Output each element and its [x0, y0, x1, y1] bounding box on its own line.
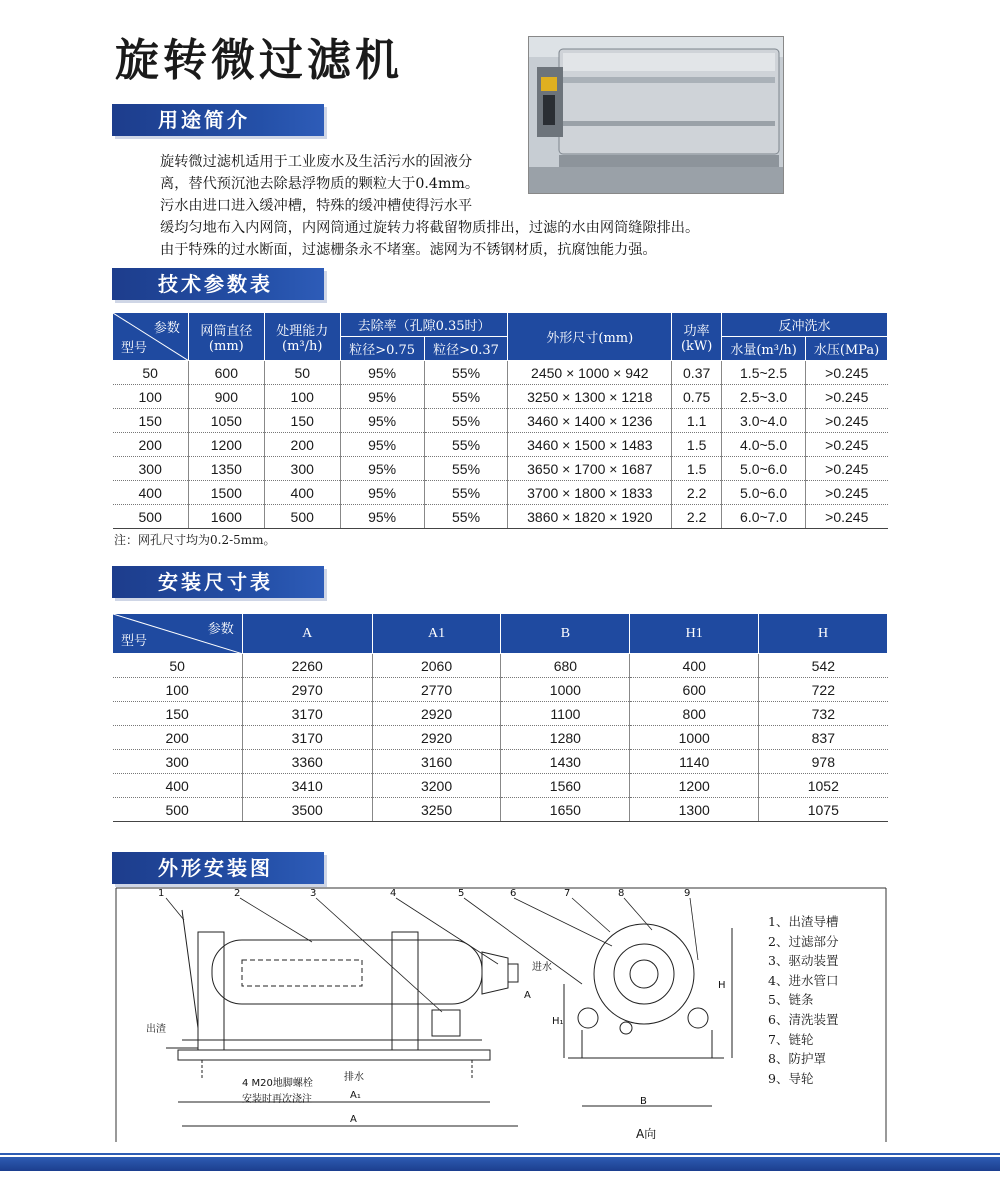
table-cell: 4.0~5.0 [722, 433, 806, 457]
corner-param-label: 参数 [207, 621, 234, 636]
tech-corner-header [113, 313, 189, 361]
legend-item: 8、防护罩 [768, 1051, 826, 1067]
table-cell: >0.245 [806, 361, 888, 385]
legend-item: 6、清洗装置 [768, 1011, 839, 1027]
table-cell: 6.0~7.0 [722, 505, 806, 529]
table-cell: 3460 × 1400 × 1236 [508, 409, 672, 433]
inlet-label: 进水 [532, 962, 552, 973]
dim-h-label: H [718, 980, 726, 991]
install-table-row [113, 750, 888, 774]
header-removal: 去除率（孔隙0.35时） [340, 313, 508, 337]
callout-5: 5 [458, 888, 465, 899]
tech-parameter-table [112, 312, 888, 529]
dim-b-label: B [640, 1096, 647, 1107]
corner-param-label: 参数 [153, 321, 180, 336]
table-cell: 95% [340, 505, 424, 529]
table-cell: 3200 [372, 774, 501, 798]
table-cell: 2.5~3.0 [722, 385, 806, 409]
table-cell: 1350 [188, 457, 264, 481]
table-cell: 400 [113, 774, 243, 798]
table-cell: 55% [424, 409, 508, 433]
callout-6: 6 [510, 888, 517, 899]
table-cell: 150 [113, 702, 243, 726]
table-cell: 50 [113, 654, 243, 678]
table-cell: 2.2 [672, 481, 722, 505]
table-cell: 722 [759, 678, 888, 702]
footer-bar [0, 1157, 1000, 1171]
table-cell: 100 [264, 385, 340, 409]
a-direction-label: A [524, 990, 531, 1001]
callout-2: 2 [234, 888, 241, 899]
table-cell: 400 [264, 481, 340, 505]
table-note: 注：网孔尺寸均为0.2-5mm。 [114, 533, 276, 547]
table-cell: 1600 [188, 505, 264, 529]
corner-model-label: 型号 [121, 341, 148, 356]
table-cell: 400 [113, 481, 189, 505]
tech-table-row [113, 481, 888, 505]
footer-line [0, 1153, 1000, 1155]
table-cell: 3410 [242, 774, 372, 798]
table-cell: 1075 [759, 798, 888, 822]
table-cell: 2770 [372, 678, 501, 702]
leader-lines [166, 898, 698, 1012]
table-cell: 1.5 [672, 457, 722, 481]
table-cell: 1.5~2.5 [722, 361, 806, 385]
table-cell: 300 [113, 750, 243, 774]
table-cell: 500 [113, 505, 189, 529]
legend-item: 9、导轮 [768, 1070, 814, 1086]
table-cell: 1.1 [672, 409, 722, 433]
legend-item: 7、链轮 [768, 1031, 814, 1047]
header-dimensions: 外形尺寸(mm) [508, 313, 672, 361]
table-cell: >0.245 [806, 433, 888, 457]
table-cell: 300 [113, 457, 189, 481]
header-backwash: 反冲洗水 [722, 313, 888, 337]
table-cell: 1650 [501, 798, 630, 822]
table-cell: 100 [113, 678, 243, 702]
intro-line-2: 离，替代预沉池去除悬浮物质的颗粒大于0.4mm。 [160, 176, 480, 192]
callout-1: 1 [158, 888, 165, 899]
table-cell: 3250 × 1300 × 1218 [508, 385, 672, 409]
corner-model-label: 型号 [121, 633, 148, 648]
table-cell: 680 [501, 654, 630, 678]
table-cell: 1000 [630, 726, 759, 750]
table-cell: 95% [340, 481, 424, 505]
table-cell: 3.0~4.0 [722, 409, 806, 433]
table-cell: 1052 [759, 774, 888, 798]
table-cell: 900 [188, 385, 264, 409]
table-cell: 3700 × 1800 × 1833 [508, 481, 672, 505]
table-cell: 200 [113, 726, 243, 750]
table-cell: 2450 × 1000 × 942 [508, 361, 672, 385]
header-capacity: 处理能力 (m³/h) [264, 313, 340, 361]
intro-line-3: 污水由进口进入缓冲槽，特殊的缓冲槽使得污水平 [160, 198, 473, 214]
drawing-legend [768, 912, 838, 1088]
table-cell: 800 [630, 702, 759, 726]
table-cell: 500 [264, 505, 340, 529]
table-cell: 95% [340, 385, 424, 409]
header-a: A [242, 614, 372, 654]
legend-item: 3、驱动装置 [768, 953, 839, 969]
pour-label: 安装时再次浇注 [242, 1094, 312, 1105]
table-cell: 3460 × 1500 × 1483 [508, 433, 672, 457]
table-cell: 1300 [630, 798, 759, 822]
table-cell: 2060 [372, 654, 501, 678]
anchor-bolt-label: 4 M20地脚螺栓 [242, 1078, 313, 1089]
table-cell: >0.245 [806, 481, 888, 505]
dim-a-label: A [350, 1114, 357, 1125]
table-cell: 50 [264, 361, 340, 385]
header-water-amount: 水量(m³/h) [722, 337, 806, 361]
table-cell: 200 [113, 433, 189, 457]
tech-table-row [113, 385, 888, 409]
table-cell: 55% [424, 457, 508, 481]
outlet-label: 出渣 [146, 1024, 166, 1035]
tech-table-row [113, 457, 888, 481]
page-title: 旋转微过滤机 [115, 35, 403, 86]
table-cell: 1560 [501, 774, 630, 798]
table-cell: 3170 [242, 702, 372, 726]
section-drawing-header: 外形安装图 [112, 852, 324, 884]
table-cell: 200 [264, 433, 340, 457]
table-cell: 837 [759, 726, 888, 750]
table-cell: 1000 [501, 678, 630, 702]
drain-label: 排水 [344, 1072, 364, 1083]
table-cell: 95% [340, 433, 424, 457]
table-cell: 2920 [372, 702, 501, 726]
table-cell: 3860 × 1820 × 1920 [508, 505, 672, 529]
install-table-row [113, 726, 888, 750]
section-install-header: 安装尺寸表 [112, 566, 324, 598]
table-cell: >0.245 [806, 457, 888, 481]
table-cell: 2970 [242, 678, 372, 702]
table-cell: 3250 [372, 798, 501, 822]
install-dimension-table [112, 613, 888, 822]
callout-9: 9 [684, 888, 691, 899]
callout-4: 4 [390, 888, 397, 899]
table-cell: 100 [113, 385, 189, 409]
table-cell: 5.0~6.0 [722, 481, 806, 505]
table-cell: 3650 × 1700 × 1687 [508, 457, 672, 481]
legend-item: 2、过滤部分 [768, 933, 839, 949]
legend-item: 4、进水管口 [768, 972, 839, 988]
table-cell: 0.75 [672, 385, 722, 409]
header-power: 功率 (kW) [672, 313, 722, 361]
callout-3: 3 [310, 888, 317, 899]
tech-table-row [113, 409, 888, 433]
table-cell: 3500 [242, 798, 372, 822]
table-cell: 50 [113, 361, 189, 385]
table-cell: 0.37 [672, 361, 722, 385]
table-cell: 1430 [501, 750, 630, 774]
table-cell: 55% [424, 505, 508, 529]
view-a-label: A向 [636, 1127, 657, 1141]
table-cell: 1140 [630, 750, 759, 774]
table-cell: >0.245 [806, 385, 888, 409]
end-view [564, 924, 732, 1106]
table-cell: 978 [759, 750, 888, 774]
table-cell: 3170 [242, 726, 372, 750]
header-particle-037: 粒径>0.37 [424, 337, 508, 361]
install-table-row [113, 654, 888, 678]
table-cell: 2920 [372, 726, 501, 750]
table-cell: 600 [630, 678, 759, 702]
table-cell: >0.245 [806, 505, 888, 529]
table-cell: 1500 [188, 481, 264, 505]
table-cell: 150 [113, 409, 189, 433]
table-cell: 55% [424, 361, 508, 385]
install-table-row [113, 702, 888, 726]
table-cell: 1050 [188, 409, 264, 433]
install-corner-header [113, 614, 243, 654]
table-cell: 732 [759, 702, 888, 726]
legend-item: 1、出渣导槽 [768, 914, 839, 929]
section-tech-header: 技术参数表 [112, 268, 324, 300]
callout-7: 7 [564, 888, 571, 899]
table-cell: 55% [424, 481, 508, 505]
table-cell: 1280 [501, 726, 630, 750]
table-cell: 95% [340, 361, 424, 385]
header-h1: H1 [630, 614, 759, 654]
tech-table-row [113, 505, 888, 529]
table-cell: 5.0~6.0 [722, 457, 806, 481]
table-cell: 55% [424, 433, 508, 457]
table-cell: 500 [113, 798, 243, 822]
table-cell: 542 [759, 654, 888, 678]
intro-line-5: 由于特殊的过水断面，过滤栅条永不堵塞。滤网为不锈钢材质，抗腐蚀能力强。 [160, 242, 657, 258]
table-cell: 95% [340, 457, 424, 481]
intro-text [160, 151, 800, 261]
table-cell: >0.245 [806, 409, 888, 433]
dim-h1-label: H₁ [552, 1016, 564, 1027]
dim-a1-label: A₁ [350, 1090, 361, 1101]
header-water-pressure: 水压(MPa) [806, 337, 888, 361]
table-cell: 2.2 [672, 505, 722, 529]
intro-line-4: 缓均匀地布入内网筒，内网筒通过旋转力将截留物质排出，过滤的水由网筒缝隙排出。 [160, 220, 700, 236]
table-cell: 600 [188, 361, 264, 385]
table-cell: 3160 [372, 750, 501, 774]
table-cell: 1200 [188, 433, 264, 457]
header-b: B [501, 614, 630, 654]
install-table-row [113, 774, 888, 798]
install-table-row [113, 798, 888, 822]
table-cell: 1100 [501, 702, 630, 726]
intro-line-1: 旋转微过滤机适用于工业废水及生活污水的固液分 [160, 154, 473, 170]
table-cell: 95% [340, 409, 424, 433]
header-particle-075: 粒径>0.75 [340, 337, 424, 361]
header-h: H [759, 614, 888, 654]
tech-table-row [113, 433, 888, 457]
header-a1: A1 [372, 614, 501, 654]
table-cell: 400 [630, 654, 759, 678]
table-cell: 1.5 [672, 433, 722, 457]
section-usage-header: 用途简介 [112, 104, 324, 136]
header-diameter: 网筒直径 (mm) [188, 313, 264, 361]
tech-table-row [113, 361, 888, 385]
table-cell: 3360 [242, 750, 372, 774]
table-cell: 150 [264, 409, 340, 433]
callout-8: 8 [618, 888, 625, 899]
table-cell: 1200 [630, 774, 759, 798]
table-cell: 55% [424, 385, 508, 409]
table-cell: 300 [264, 457, 340, 481]
legend-item: 5、链条 [768, 992, 814, 1008]
table-cell: 2260 [242, 654, 372, 678]
install-table-row [113, 678, 888, 702]
